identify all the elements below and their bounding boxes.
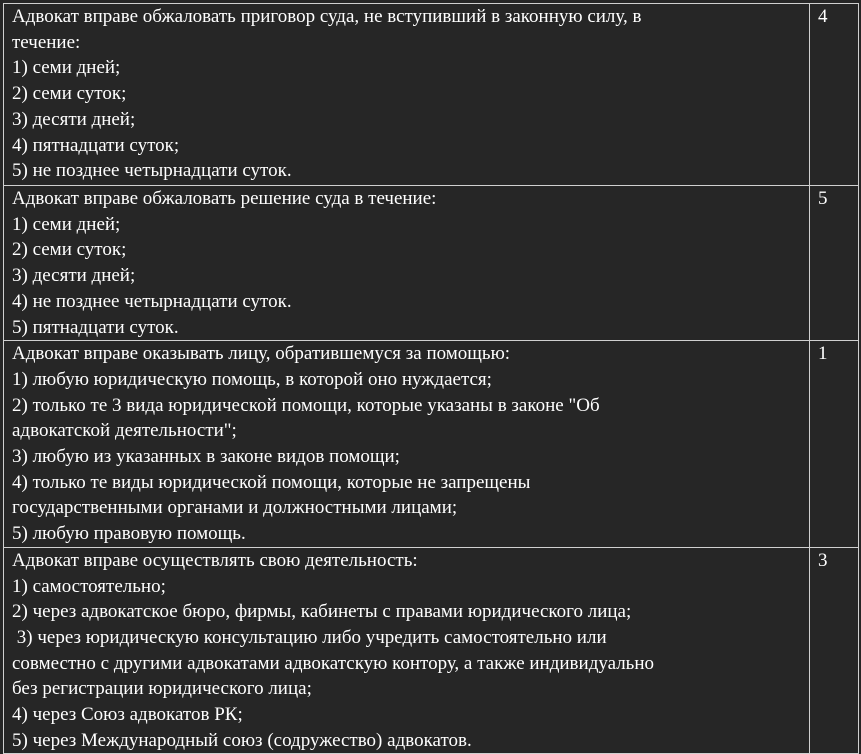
- question-text: Адвокат вправе оказывать лицу, обратившемуся за помощью:: [12, 343, 511, 365]
- answer-number: 5: [810, 186, 859, 341]
- answer-option: государственными органами и должностными лицами;: [12, 497, 458, 519]
- question-text: Адвокат вправе обжаловать приговор суда, не вступивший в законную силу, в: [12, 6, 642, 27]
- answer-option: 5) пятнадцати суток.: [12, 316, 179, 338]
- answer-option: совместно с другими адвокатами адвокатскую контору, а также индивидуально: [12, 652, 655, 674]
- question-text: Адвокат вправе обжаловать решение суда в течение:: [12, 188, 437, 209]
- answer-option: 2) через адвокатское бюро, фирмы, кабинеты с правами юридического лица;: [12, 601, 632, 623]
- answer-option: 2) семи суток;: [12, 239, 127, 261]
- table-row: [4, 4, 859, 186]
- question-text: течение:: [12, 31, 81, 53]
- answer-option: без регистрации юридического лица;: [12, 678, 312, 700]
- answer-option: 4) пятнадцати суток;: [12, 134, 180, 156]
- questions-table: [3, 3, 859, 754]
- answer-option: 5) через Международный союз (содружество) адвокатов.: [12, 729, 472, 751]
- answer-option: 1) самостоятельно;: [12, 575, 166, 597]
- answer-option: 4) только те виды юридической помощи, которые не запрещены: [12, 471, 531, 493]
- answer-option: 2) семи суток;: [12, 83, 127, 105]
- question-text: Адвокат вправе осуществлять свою деятельность:: [12, 549, 418, 571]
- answer-number: 4: [810, 4, 859, 186]
- answer-option: 2) только те 3 вида юридической помощи, которые указаны в законе "Об: [12, 394, 600, 416]
- answer-option: 4) не позднее четырнадцати суток.: [12, 290, 292, 312]
- question-cell: [4, 186, 810, 341]
- answer-option: 1) семи дней;: [12, 57, 121, 79]
- question-cell: [4, 4, 810, 186]
- answer-option: 4) через Союз адвокатов РК;: [12, 704, 243, 726]
- answer-option: 5) не позднее четырнадцати суток.: [12, 160, 292, 182]
- answer-option: 3) любую из указанных в законе видов помощи;: [12, 446, 400, 468]
- answer-option: 3) десяти дней;: [12, 265, 136, 287]
- question-cell: [4, 341, 810, 548]
- answer-option: 5) любую правовую помощь.: [12, 523, 246, 545]
- answer-number: 1: [810, 341, 859, 548]
- answer-option: 1) любую юридическую помощь, в которой оно нуждается;: [12, 368, 492, 390]
- answer-option: 3) десяти дней;: [12, 108, 136, 130]
- answer-option: 3) через юридическую консультацию либо учредить самостоятельно или: [12, 626, 607, 648]
- table-row: [4, 186, 859, 341]
- answer-option: адвокатской деятельности";: [12, 420, 237, 442]
- question-cell: [4, 547, 810, 754]
- answer-option: 1) семи дней;: [12, 213, 121, 235]
- answer-number: 3: [810, 547, 859, 754]
- table-row: [4, 547, 859, 754]
- table-row: [4, 341, 859, 548]
